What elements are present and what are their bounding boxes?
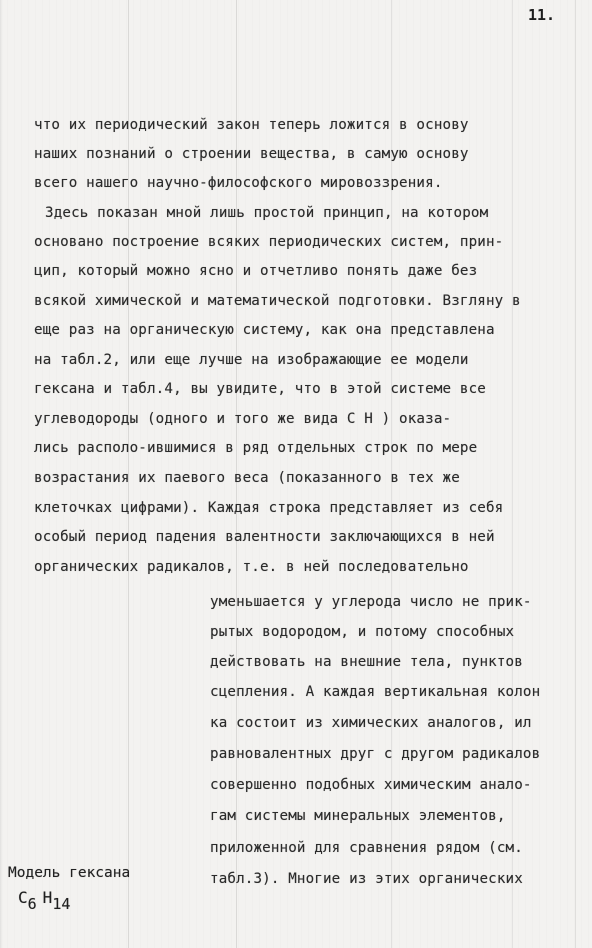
text-line: всего нашего научно-философского мировоззрения. [34, 175, 443, 191]
text-line: что их периодический закон теперь ложится в основу [34, 117, 469, 133]
formula-carbon-subscript: 6 [27, 895, 37, 913]
figure-caption: Модель гексана [8, 865, 131, 881]
text-line: лись располо-ившимися в ряд отдельных строк по мере [34, 440, 478, 456]
text-line: табл.3). Многие из этих органических [210, 871, 523, 887]
formula-hydrogen-subscript: 14 [52, 895, 71, 913]
text-line: гам системы минеральных элементов, [210, 808, 506, 824]
scan-streak [575, 0, 576, 948]
text-line: наших познаний о строении вещества, в самую основу [34, 146, 469, 162]
text-line: сцепления. А каждая вертикальная колон [210, 684, 541, 700]
text-line: совершенно подобных химическим анало- [210, 777, 532, 793]
text-line: особый период падения валентности заключающихся в ней [34, 529, 495, 545]
hexane-formula [18, 888, 71, 913]
text-line: основано построение всяких периодических систем, прин- [34, 234, 504, 250]
text-line: уменьшается у углерода число не прик- [210, 594, 532, 610]
text-line: всякой химической и математической подготовки. Взгляну в [34, 293, 521, 309]
formula-hydrogen: H [42, 888, 53, 907]
page-number: 11. [528, 6, 556, 24]
text-line: равновалентных друг с другом радикалов [210, 746, 541, 762]
text-line: рытых водородом, и потому способных [210, 624, 515, 640]
text-line: гексана и табл.4, вы увидите, что в этой системе все [34, 381, 486, 397]
text-line: клеточках цифрами). Каждая строка представляет из себя [34, 500, 504, 516]
text-line: органических радикалов, т.е. в ней последовательно [34, 559, 469, 575]
text-line: ка состоит из химических аналогов, ил [210, 715, 532, 731]
text-line: приложенной для сравнения рядом (см. [210, 840, 523, 856]
text-line: Здесь показан мной лишь простой принцип, на котором [45, 205, 489, 221]
text-line: цип, который можно ясно и отчетливо понять даже без [34, 263, 478, 279]
text-line: еще раз на органическую систему, как она представлена [34, 322, 495, 338]
text-line: возрастания их паевого веса (показанного в тех же [34, 470, 460, 486]
text-line: действовать на внешние тела, пунктов [210, 654, 523, 670]
text-line: на табл.2, или еще лучше на изображающие ее модели [34, 352, 469, 368]
formula-carbon: C [18, 888, 28, 907]
scan-streak [512, 0, 513, 948]
text-line: углеводороды (одного и того же вида C H ) оказа- [34, 411, 452, 427]
